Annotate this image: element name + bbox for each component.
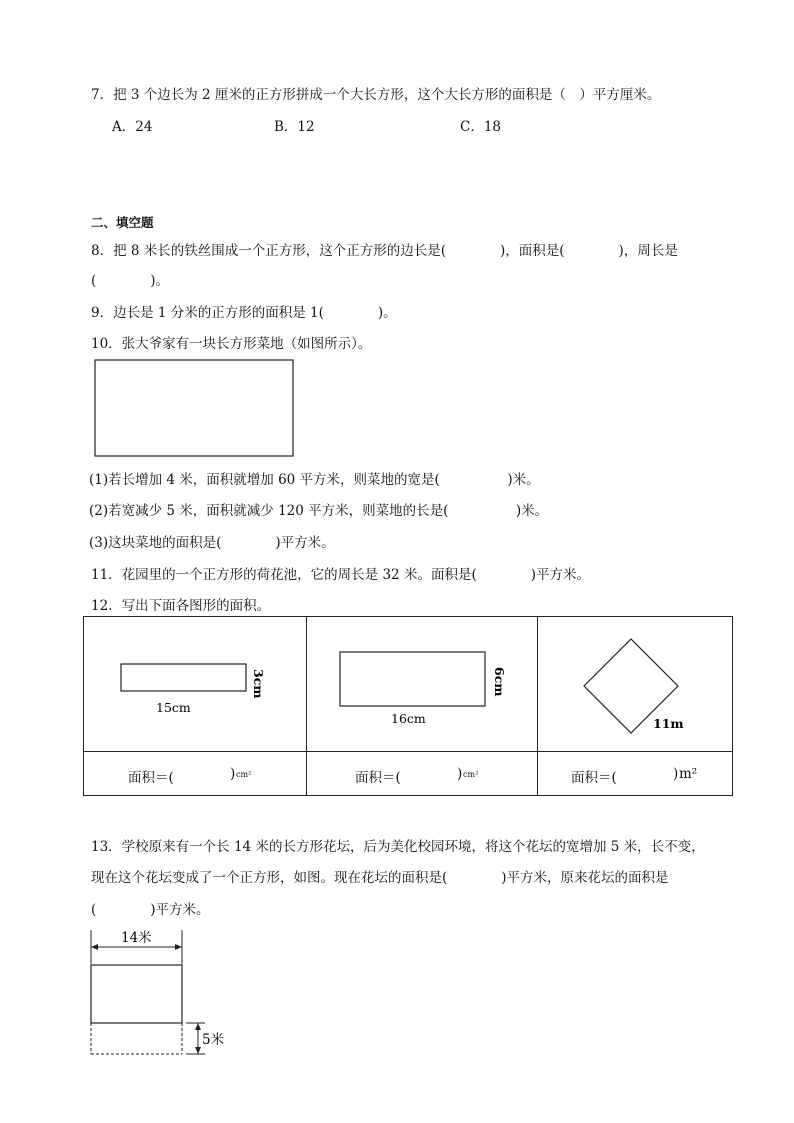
q12-figure-cell-1 (84, 617, 307, 752)
q8-line1: 8．把 8 米长的铁丝围成一个正方形，这个正方形的边长是( )，面积是( )，周长是 (91, 243, 678, 259)
q12-square-11m (538, 617, 732, 751)
q12-figure-cell-3 (538, 617, 733, 752)
q11-text: 11．花园里的一个正方形的荷花池，它的周长是 32 米。面积是( )平方米。 (91, 567, 590, 583)
q12-text: 12．写出下面各图形的面积。 (91, 598, 271, 614)
q12-answer-cell-3 (538, 752, 733, 796)
q12-shape2-height-label: 6cm (492, 667, 507, 697)
q7-text: 7．把 3 个边长为 2 厘米的正方形拼成一个大长方形，这个大长方形的面积是（ ）平方厘米。 (91, 87, 661, 103)
q12-answer3-unit: m² (679, 766, 698, 782)
q13-line2: 现在这个花坛变成了一个正方形，如图。现在花坛的面积是( )平方米，原来花坛的面积是 (91, 870, 669, 886)
q12-answer2-suffix: ) (457, 766, 463, 782)
q10-sub1: (1)若长增加 4 米，面积就增加 60 平方米，则菜地的宽是( )米。 (89, 472, 540, 488)
q7-option-c: C．18 (460, 119, 502, 135)
q12-answer2-prefix: 面积＝( (355, 770, 401, 786)
q12-rectangle-16x6 (307, 617, 537, 751)
q12-shape1-height-label: 3cm (251, 669, 266, 699)
q9-text: 9．边长是 1 分米的正方形的面积是 1( )。 (91, 305, 397, 321)
q12-answer2-unit: cm² (463, 770, 479, 779)
q10-rectangle-figure (94, 358, 296, 460)
q12-figure-cell-2 (307, 617, 538, 752)
q10-sub2: (2)若宽减少 5 米，面积就减少 120 平方米，则菜地的长是( )米。 (89, 503, 549, 519)
q12-rectangle-15x3 (84, 617, 306, 751)
q12-answer3-prefix: 面积＝( (571, 770, 617, 786)
q12-answer-cell-1 (84, 752, 307, 796)
section-title-fill-in: 二、填空题 (91, 215, 154, 230)
q13-line3: ( )平方米。 (91, 902, 210, 918)
q13-side-label: 5米 (202, 1032, 225, 1048)
q13-top-label: 14米 (121, 930, 152, 946)
q12-shapes-table (83, 616, 733, 796)
q12-answer1-unit: cm² (236, 770, 252, 779)
q12-shape3-side-label: 11m (653, 716, 684, 731)
q12-answer1-prefix: 面积＝( (128, 770, 174, 786)
q12-shape2-width-label: 16cm (391, 711, 426, 726)
q8-line2: ( )。 (91, 273, 170, 289)
q12-answer3-suffix: ) (673, 766, 679, 782)
q12-shape1-width-label: 15cm (156, 700, 191, 715)
q13-line1: 13．学校原来有一个长 14 米的长方形花坛，后为美化校园环境，将这个花坛的宽增加 5 米，长不变， (91, 839, 705, 855)
q7-option-a: A．24 (112, 119, 153, 135)
q13-flowerbed-figure (85, 926, 245, 1058)
q7-option-b: B．12 (274, 119, 315, 135)
q10-sub3: (3)这块菜地的面积是( )平方米。 (89, 535, 335, 551)
q12-answer1-suffix: ) (230, 766, 236, 782)
q10-text: 10．张大爷家有一块长方形菜地（如图所示）。 (91, 336, 372, 352)
q12-answer-cell-2 (307, 752, 538, 796)
